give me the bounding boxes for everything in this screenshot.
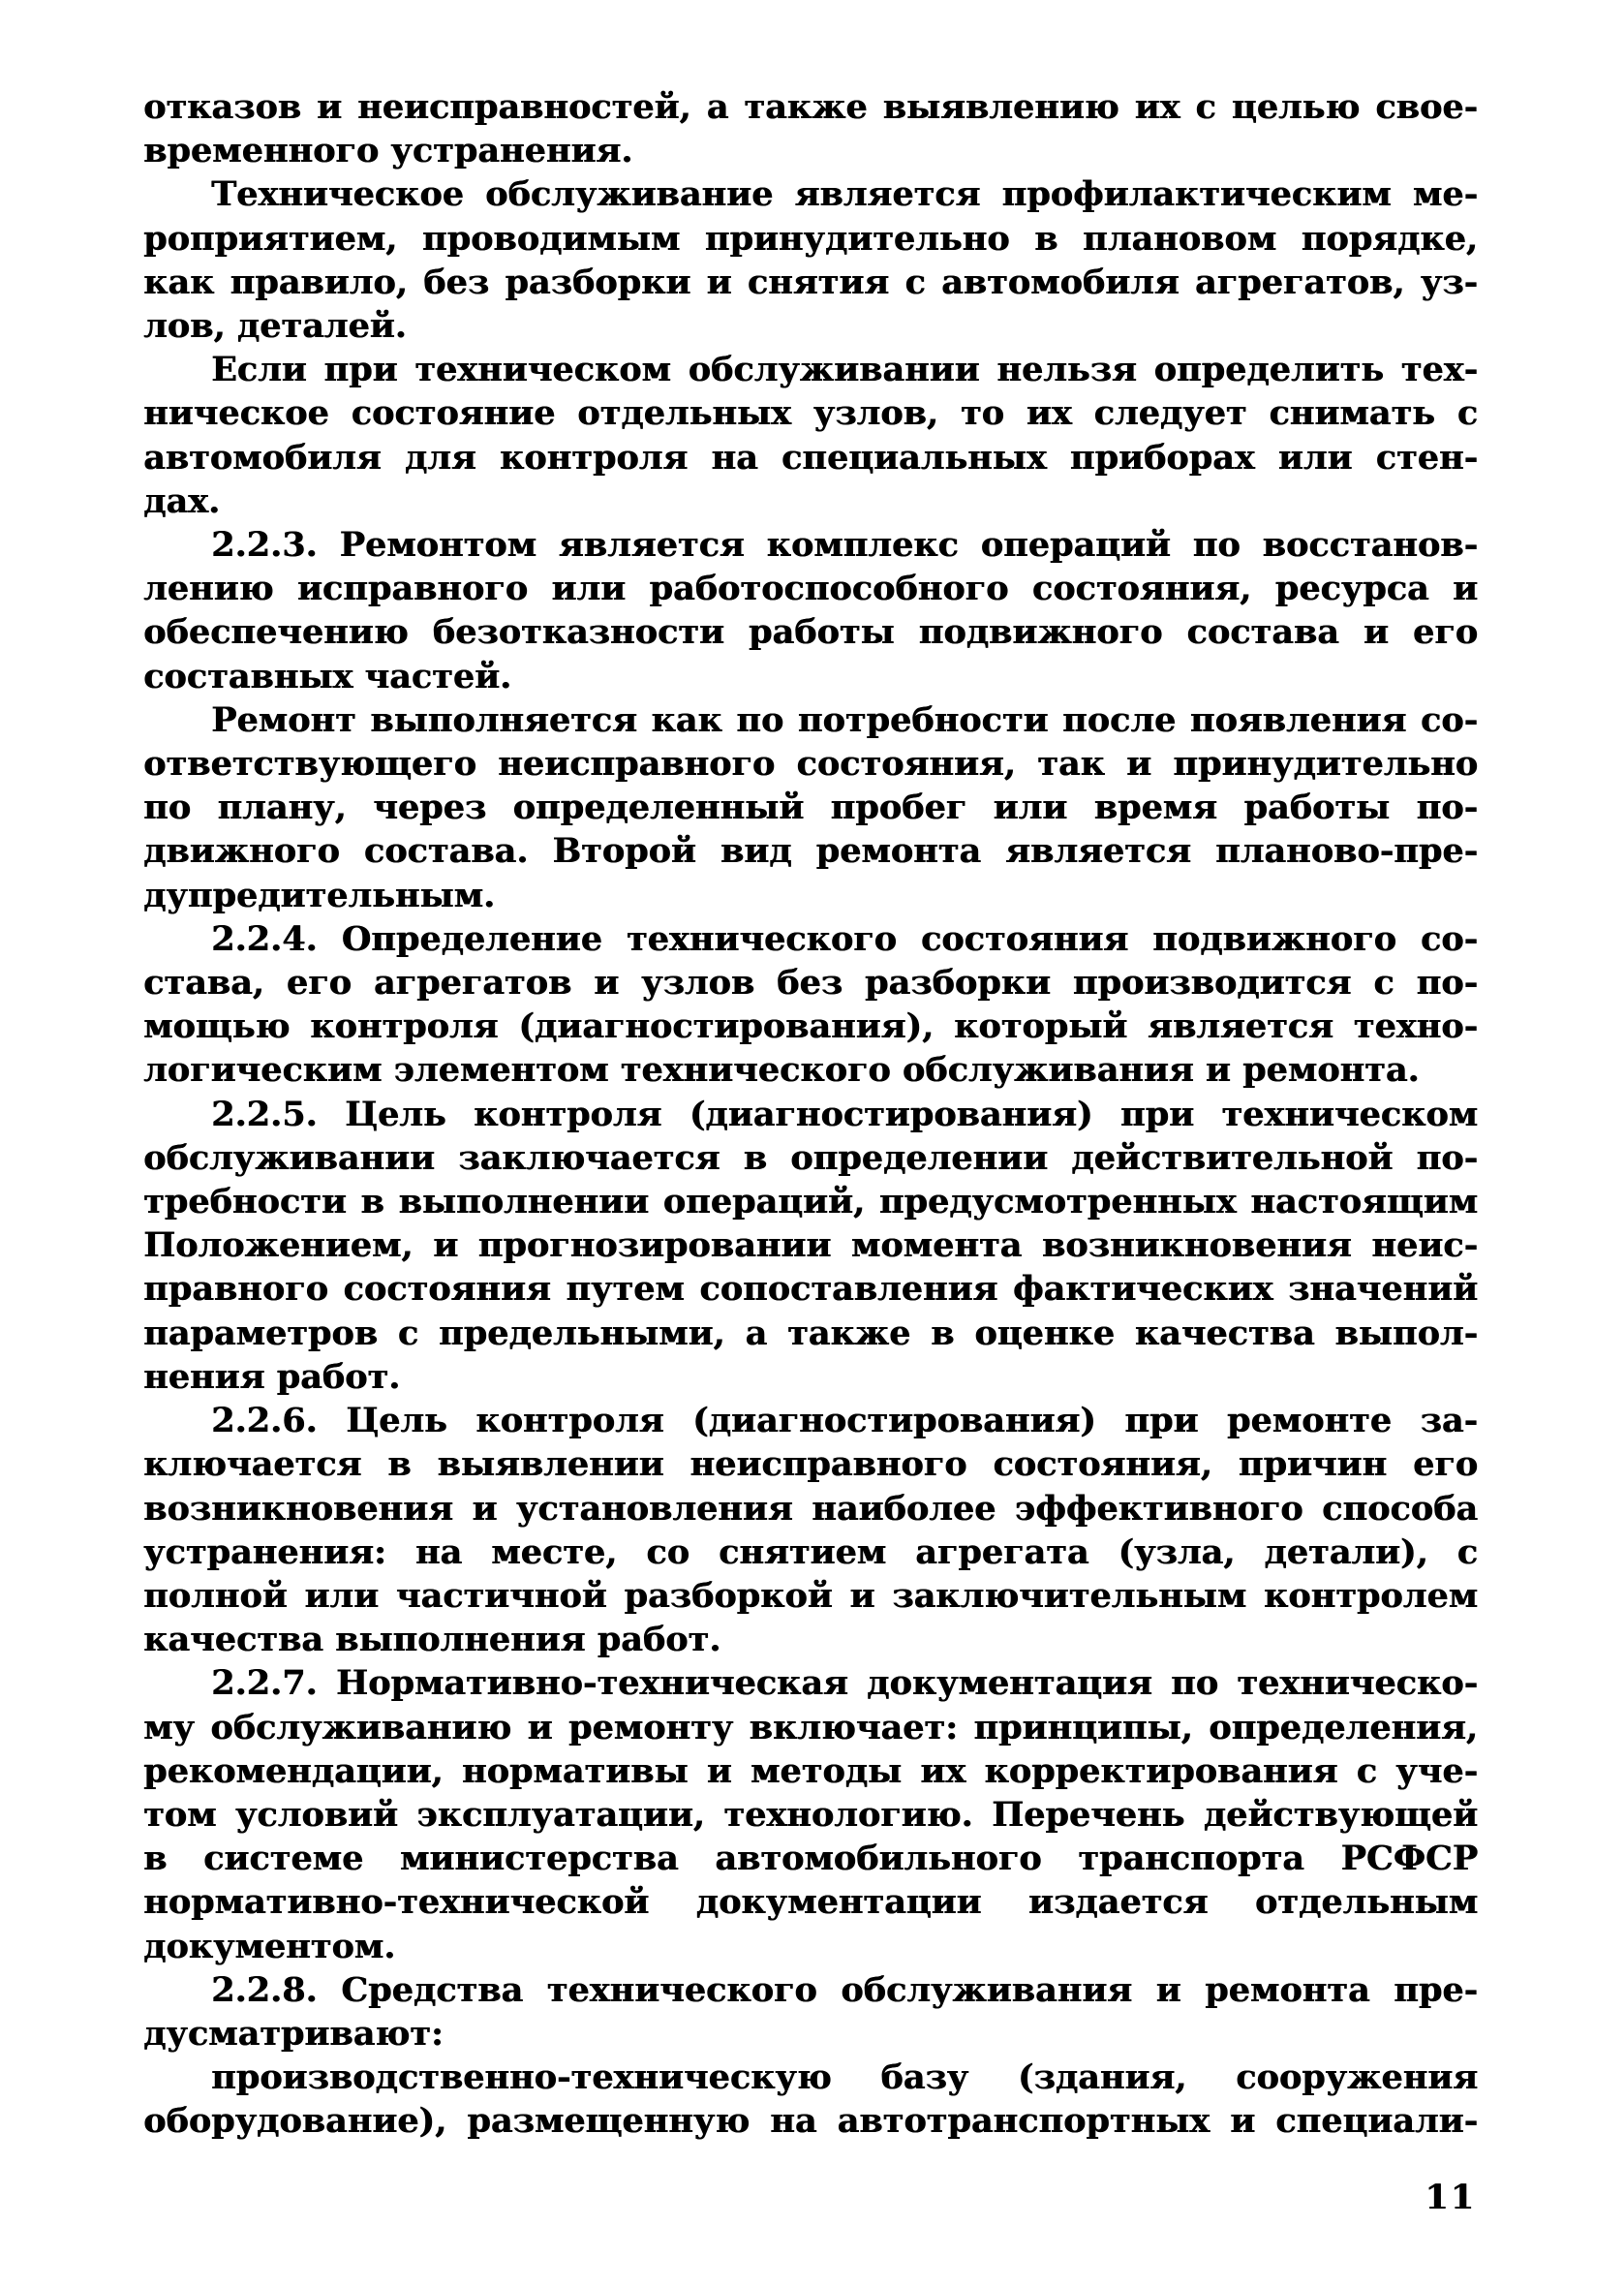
text-line: нормативно-технической документации издается отдельным: [143, 1882, 1478, 1923]
text-line: логическим элементом технического обслуживания и ремонта.: [143, 1050, 1420, 1091]
text-line: нения работ.: [143, 1356, 401, 1397]
paragraph-4: [143, 523, 1478, 698]
text-line: 2.2.7. Нормативно-техническая документация по техническо-: [211, 1663, 1478, 1704]
paragraph-2: [143, 172, 1478, 348]
paragraph-9: [143, 1661, 1478, 1967]
text-line: производственно-техническую базу (здания, сооружения: [211, 2057, 1478, 2098]
text-line: качества выполнения работ.: [143, 1620, 721, 1660]
text-line: требности в выполнении операций, предусмотренных настоящим: [143, 1182, 1478, 1222]
paragraph-11: [143, 2056, 1478, 2143]
text-line: роприятием, проводимым принудительно в плановом порядке,: [143, 218, 1478, 259]
paragraph-3: [143, 348, 1478, 523]
text-line: ответствующего неисправного состояния, так и принудительно: [143, 744, 1478, 785]
text-line: временного устранения.: [143, 131, 633, 171]
text-line: Техническое обслуживание является профилактическим ме-: [211, 174, 1478, 215]
text-line: автомобиля для контроля на специальных приборах или стен-: [143, 437, 1478, 478]
paragraph-8: [143, 1399, 1478, 1661]
text-line: правного состояния путем сопоставления фактических значений: [143, 1269, 1478, 1310]
paragraph-5: [143, 698, 1478, 917]
text-line: става, его агрегатов и узлов без разборки производится с по-: [143, 963, 1478, 1004]
text-line: по плану, через определенный пробег или время работы по-: [143, 788, 1478, 828]
text-line: лов, деталей.: [143, 306, 407, 347]
text-line: как правило, без разборки и снятия с автомобиля агрегатов, уз-: [143, 262, 1478, 302]
text-line: ключается в выявлении неисправного состояния, причин его: [143, 1444, 1478, 1485]
text-line: 2.2.4. Определение технического состояния подвижного со-: [211, 918, 1478, 959]
text-line: ническое состояние отдельных узлов, то их следует снимать с: [143, 393, 1478, 434]
text-line: рекомендации, нормативы и методы их корректирования с уче-: [143, 1750, 1478, 1791]
text-line: мощью контроля (диагностирования), который является техно-: [143, 1006, 1478, 1047]
text-line: отказов и неисправностей, а также выявлению их с целью свое-: [143, 87, 1478, 127]
text-line: 2.2.5. Цель контроля (диагностирования) при техническом: [211, 1094, 1478, 1134]
text-line: составных частей.: [143, 656, 512, 696]
text-line: параметров с предельными, а также в оценке качества выпол-: [143, 1313, 1478, 1353]
text-line: обслуживании заключается в определении действительной по-: [143, 1137, 1478, 1178]
paragraph-1: [143, 85, 1478, 172]
text-line: 2.2.6. Цель контроля (диагностирования) при ремонте за-: [211, 1401, 1478, 1441]
text-line: возникновения и установления наиболее эффективного способа: [143, 1488, 1478, 1529]
text-line: лению исправного или работоспособного состояния, ресурса и: [143, 569, 1478, 609]
text-line: устранения: на месте, со снятием агрегата (узла, детали), с: [143, 1531, 1478, 1572]
text-line: в системе министерства автомобильного транспорта РСФСР: [143, 1839, 1478, 1879]
text-line: Ремонт выполняется как по потребности после появления со-: [211, 699, 1478, 740]
text-line: движного состава. Второй вид ремонта является планово-пре-: [143, 831, 1478, 872]
text-line: Если при техническом обслуживании нельзя определить тех-: [211, 350, 1478, 390]
paragraph-7: [143, 1093, 1478, 1399]
text-line: дупредительным.: [143, 875, 496, 915]
text-line: том условий эксплуатации, технологию. Перечень действующей: [143, 1794, 1478, 1835]
text-line: полной или частичной разборкой и заключительным контролем: [143, 1575, 1478, 1616]
paragraph-10: [143, 1968, 1478, 2056]
text-line: Положением, и прогнозировании момента возникновения неис-: [143, 1225, 1478, 1266]
text-line: документом.: [143, 1926, 396, 1966]
text-line: 2.2.3. Ремонтом является комплекс операций по восстанов-: [211, 525, 1478, 566]
page-number: 11: [1425, 2178, 1476, 2217]
text-line: му обслуживанию и ремонту включает: принципы, определения,: [143, 1707, 1478, 1747]
text-line: дах.: [143, 480, 221, 521]
text-line: оборудование), размещенную на автотранспортных и специали-: [143, 2101, 1478, 2142]
text-line: обеспечению безотказности работы подвижного состава и его: [143, 612, 1478, 653]
text-line: дусматривают:: [143, 2013, 444, 2054]
text-block: [143, 85, 1478, 2144]
text-line: 2.2.8. Средства технического обслуживания и ремонта пре-: [211, 1969, 1478, 2010]
paragraph-6: [143, 917, 1478, 1093]
